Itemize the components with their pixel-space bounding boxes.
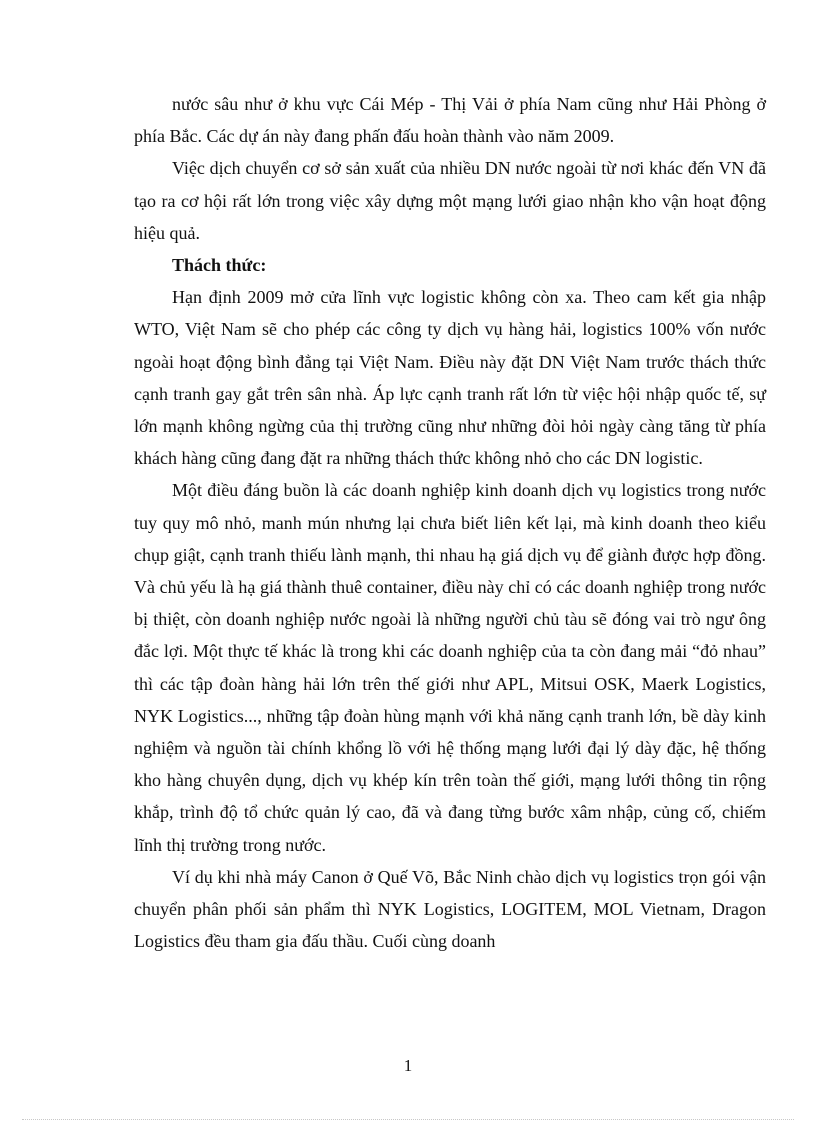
section-heading-challenges: Thách thức:: [172, 255, 267, 276]
paragraph-continuation: nước sâu như ở khu vực Cái Mép - Thị Vải ở phía Nam cũng như Hải Phòng ở phía Bắc. Các dự án này đang phấn đấu hoàn thành vào năm 2009.: [134, 94, 766, 147]
paragraph: Một điều đáng buồn là các doanh nghiệp kinh doanh dịch vụ logistics trong nước tuy quy mô nhỏ, manh mún nhưng lại chưa biết liên kết lại, mà kinh doanh theo kiểu chụp giật, cạnh tranh thiếu lành mạnh, thi nhau hạ giá dịch vụ để giành được hợp đồng. Và chủ yếu là hạ giá thành thuê container, điều này chỉ có các doanh nghiệp trong nước bị thiệt, còn doanh nghiệp nước ngoài là những người chủ tàu sẽ đóng vai trò ngư ông đắc lợi. Một thực tế khác là trong khi các doanh nghiệp của ta còn đang mải “đỏ nhau” thì các tập đoàn hàng hải lớn trên thế giới như APL, Mitsui OSK, Maerk Logistics, NYK Logistics..., những tập đoàn hùng mạnh với khả năng cạnh tranh lớn, bề dày kinh nghiệm và nguồn tài chính khổng lồ với hệ thống mạng lưới đại lý dày đặc, hệ thống kho hàng chuyên dụng, dịch vụ khép kín trên toàn thế giới, mạng lưới thông tin rộng khắp, trình độ tổ chức quản lý cao, đã và đang từng bước xâm nhập, củng cố, chiếm lĩnh thị trường trong nước.: [134, 480, 766, 855]
paragraph: Việc dịch chuyển cơ sở sản xuất của nhiều DN nước ngoài từ nơi khác đến VN đã tạo ra cơ hội rất lớn trong việc xây dựng một mạng lưới giao nhận kho vận hoạt động hiệu quả.: [134, 158, 766, 243]
page-number: 1: [403, 1056, 413, 1075]
paragraph: Ví dụ khi nhà máy Canon ở Quế Võ, Bắc Ninh chào dịch vụ logistics trọn gói vận chuyển phân phối sản phẩm thì NYK Logistics, LOGITEM, MOL Vietnam, Dragon Logistics đều tham gia đấu thầu. Cuối cùng doanh: [134, 866, 766, 952]
document-body: [134, 88, 766, 957]
paragraph: Hạn định 2009 mở cửa lĩnh vực logistic không còn xa. Theo cam kết gia nhập WTO, Việt Nam sẽ cho phép các công ty dịch vụ hàng hải, logistics 100% vốn nước ngoài hoạt động bình đẳng tại Việt Nam. Điều này đặt DN Việt Nam trước thách thức cạnh tranh gay gắt trên sân nhà. Áp lực cạnh tranh rất lớn từ việc hội nhập quốc tế, sự lớn mạnh không ngừng của thị trường cũng như những đòi hỏi ngày càng tăng từ phía khách hàng cũng đang đặt ra những thách thức không nhỏ cho các DN logistic.: [134, 287, 766, 469]
page-bottom-divider: [22, 1119, 794, 1120]
